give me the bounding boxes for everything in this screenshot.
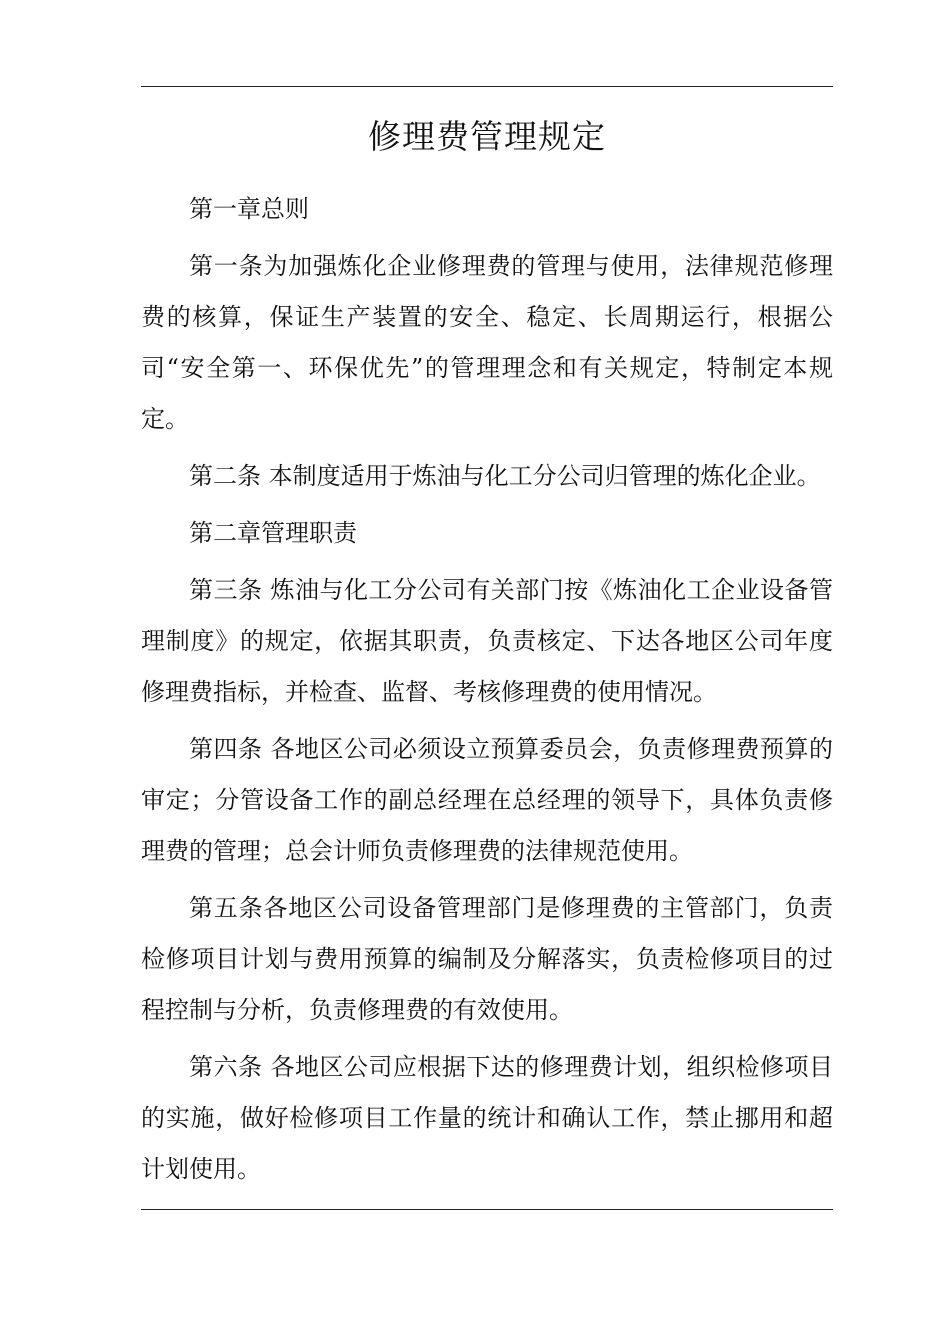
article-3: 第三条 炼油与化工分公司有关部门按《炼油化工企业设备管理制度》的规定，依据其职责，负责核定、下达各地区公司年度修理费指标，并检查、监督、考核修理费的使用情况。 — [141, 576, 833, 706]
article-6: 第六条 各地区公司应根据下达的修理费计划，组织检修项目的实施，做好检修项目工作量的统计和确认工作，禁止挪用和超计划使用。 — [141, 1053, 833, 1183]
document-title: 修理费管理规定 — [368, 117, 606, 156]
header-rule — [141, 86, 833, 87]
chapter-1-heading: 第一章总则 — [189, 195, 309, 223]
footer-rule — [141, 1209, 833, 1210]
chapter-2-heading: 第二章管理职责 — [189, 519, 357, 547]
article-1: 第一条为加强炼化企业修理费的管理与使用，法律规范修理费的核算，保证生产装置的安全、稳定、长周期运行，根据公司“安全第一、环保优先”的管理理念和有关规定，特制定本规定。 — [141, 252, 833, 433]
article-2: 第二条 本制度适用于炼油与化工分公司归管理的炼化企业。 — [189, 462, 821, 490]
article-4: 第四条 各地区公司必须设立预算委员会，负责修理费预算的审定；分管设备工作的副总经理在总经理的领导下，具体负责修理费的管理；总会计师负责修理费的法律规范使用。 — [141, 735, 833, 865]
article-5: 第五条各地区公司设备管理部门是修理费的主管部门，负责检修项目计划与费用预算的编制及分解落实，负责检修项目的过程控制与分析，负责修理费的有效使用。 — [141, 894, 833, 1024]
document-body — [141, 184, 833, 1201]
